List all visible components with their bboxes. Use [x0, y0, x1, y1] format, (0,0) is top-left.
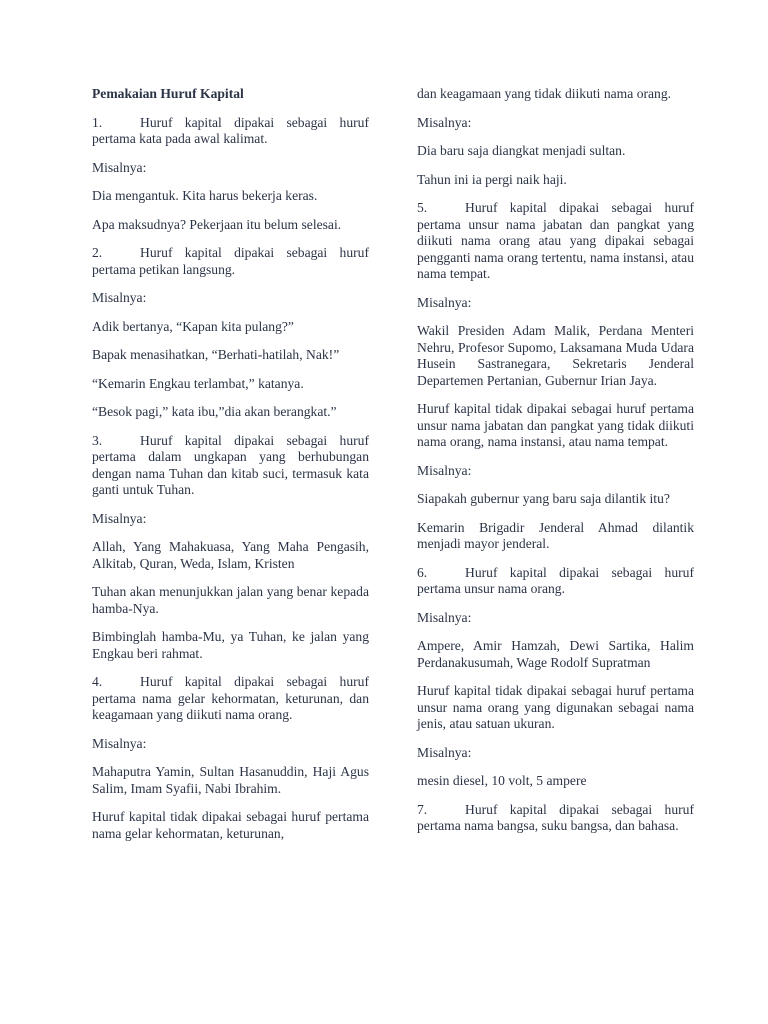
- paragraph-text: “Besok pagi,” kata ibu,”dia akan berangkat.”: [92, 404, 337, 419]
- paragraph: [417, 86, 694, 103]
- paragraph: [417, 143, 694, 160]
- paragraph: [417, 520, 694, 553]
- paragraph-text: Huruf kapital tidak dipakai sebagai huruf pertama nama gelar kehormatan, keturunan,: [92, 809, 369, 841]
- paragraph: [92, 584, 369, 617]
- paragraph-text: Huruf kapital tidak dipakai sebagai huruf pertama unsur nama jabatan dan pangkat yang tidak diikuti nama orang, nama instansi, atau nama tempat.: [417, 401, 694, 449]
- paragraph: [417, 323, 694, 389]
- paragraph-text: Huruf kapital dipakai sebagai huruf pertama unsur nama jabatan dan pangkat yang diikuti nama orang atau yang dipakai sebagai pengganti nama orang tertentu, nama instansi, atau nama tempat.: [417, 200, 694, 281]
- paragraph: [417, 491, 694, 508]
- paragraph-text: Bapak menasihatkan, “Berhati-hatilah, Nak!”: [92, 347, 340, 362]
- numbered-rule-paragraph: [92, 245, 369, 278]
- rule-number: 7.: [417, 801, 428, 817]
- right-column: [417, 86, 694, 847]
- paragraph: [92, 319, 369, 336]
- paragraph-text: Tahun ini ia pergi naik haji.: [417, 171, 567, 187]
- paragraph: [92, 347, 369, 364]
- paragraph-text: Allah, Yang Mahakuasa, Yang Maha Pengasih, Alkitab, Quran, Weda, Islam, Kristen: [92, 539, 369, 571]
- paragraph: [92, 764, 369, 797]
- paragraph-text: Huruf kapital dipakai sebagai huruf pertama kata pada awal kalimat.: [92, 114, 369, 146]
- paragraph-text: Dia baru saja diangkat menjadi sultan.: [417, 143, 626, 158]
- paragraph-text: Bimbinglah hamba-Mu, ya Tuhan, ke jalan yang Engkau beri rahmat.: [92, 629, 369, 661]
- numbered-rule-paragraph: [417, 802, 694, 835]
- rule-number: 2.: [92, 245, 103, 260]
- paragraph: [92, 160, 369, 177]
- paragraph-text: Siapakah gubernur yang baru saja dilantik itu?: [417, 491, 670, 506]
- numbered-rule-paragraph: [417, 565, 694, 598]
- paragraph-text: Misalnya:: [417, 114, 472, 130]
- rule-number: 1.: [92, 114, 103, 130]
- paragraph: [92, 217, 369, 234]
- paragraph-text: Wakil Presiden Adam Malik, Perdana Menteri Nehru, Profesor Supomo, Laksamana Muda Udara Husein Sastranegara, Sekretaris Jenderal Departemen Pertanian, Gubernur Irian Jaya.: [417, 323, 694, 388]
- paragraph-text: Misalnya:: [92, 290, 147, 305]
- rule-number: 4.: [92, 674, 103, 689]
- paragraph-text: Huruf kapital dipakai sebagai huruf pertama dalam ungkapan yang berhubungan dengan nama Tuhan dan kitab suci, termasuk kata ganti untuk Tuhan.: [92, 432, 369, 497]
- paragraph-text: Misalnya:: [92, 159, 147, 175]
- rule-number: 3.: [92, 432, 103, 448]
- paragraph-text: Huruf kapital dipakai sebagai huruf pertama nama gelar kehormatan, keturunan, dan keagamaan yang diikuti nama orang.: [92, 674, 369, 722]
- document-title: Pemakaian Huruf Kapital: [92, 86, 244, 101]
- paragraph-text: Misalnya:: [417, 609, 472, 625]
- paragraph-text: “Kemarin Engkau terlambat,” katanya.: [92, 375, 304, 391]
- rule-number: 6.: [417, 564, 428, 580]
- paragraph: [92, 404, 369, 421]
- paragraph-text: Misalnya:: [92, 510, 147, 526]
- rule-number: 5.: [417, 200, 428, 215]
- paragraph-text: Tuhan akan menunjukkan jalan yang benar kepada hamba-Nya.: [92, 584, 369, 616]
- right-paragraphs: [417, 86, 694, 835]
- paragraph: [417, 773, 694, 790]
- paragraph-text: Mahaputra Yamin, Sultan Hasanuddin, Haji Agus Salim, Imam Syafii, Nabi Ibrahim.: [92, 764, 369, 796]
- paragraph-text: mesin diesel, 10 volt, 5 ampere: [417, 773, 587, 788]
- paragraph-text: Adik bertanya, “Kapan kita pulang?”: [92, 318, 294, 334]
- numbered-rule-paragraph: [417, 200, 694, 283]
- paragraph-text: Misalnya:: [92, 735, 147, 751]
- paragraph: [417, 638, 694, 671]
- paragraph: [92, 736, 369, 753]
- left-column: [92, 86, 369, 854]
- paragraph-text: Kemarin Brigadir Jenderal Ahmad dilantik menjadi mayor jenderal.: [417, 519, 694, 551]
- paragraph: [417, 745, 694, 762]
- paragraph: [92, 629, 369, 662]
- paragraph: [417, 683, 694, 733]
- paragraph-text: Dia mengantuk. Kita harus bekerja keras.: [92, 188, 318, 203]
- paragraph-text: Misalnya:: [417, 744, 472, 760]
- paragraph: [92, 188, 369, 205]
- paragraph: [417, 401, 694, 451]
- left-paragraphs: [92, 115, 369, 843]
- paragraph: [417, 295, 694, 312]
- paragraph: [92, 809, 369, 842]
- paragraph-text: Misalnya:: [417, 294, 472, 310]
- paragraph: [92, 376, 369, 393]
- paragraph-text: Huruf kapital tidak dipakai sebagai huruf pertama unsur nama orang yang digunakan sebagai nama jenis, atau satuan ukuran.: [417, 683, 694, 731]
- paragraph: [417, 610, 694, 627]
- paragraph: [417, 172, 694, 189]
- paragraph-text: Apa maksudnya? Pekerjaan itu belum selesai.: [92, 216, 342, 232]
- paragraph-text: Huruf kapital dipakai sebagai huruf pertama unsur nama orang.: [417, 564, 694, 596]
- paragraph: [92, 290, 369, 307]
- numbered-rule-paragraph: [92, 674, 369, 724]
- paragraph: [92, 511, 369, 528]
- paragraph: [92, 539, 369, 572]
- numbered-rule-paragraph: [92, 115, 369, 148]
- paragraph: [417, 115, 694, 132]
- paragraph-text: Huruf kapital dipakai sebagai huruf pertama petikan langsung.: [92, 245, 369, 277]
- paragraph-text: dan keagamaan yang tidak diikuti nama orang.: [417, 86, 672, 101]
- paragraph-text: Misalnya:: [417, 462, 472, 478]
- paragraph-text: Huruf kapital dipakai sebagai huruf pertama nama bangsa, suku bangsa, dan bahasa.: [417, 801, 694, 833]
- paragraph-text: Ampere, Amir Hamzah, Dewi Sartika, Halim Perdanakusumah, Wage Rodolf Supratman: [417, 638, 694, 670]
- paragraph: [417, 463, 694, 480]
- numbered-rule-paragraph: [92, 433, 369, 499]
